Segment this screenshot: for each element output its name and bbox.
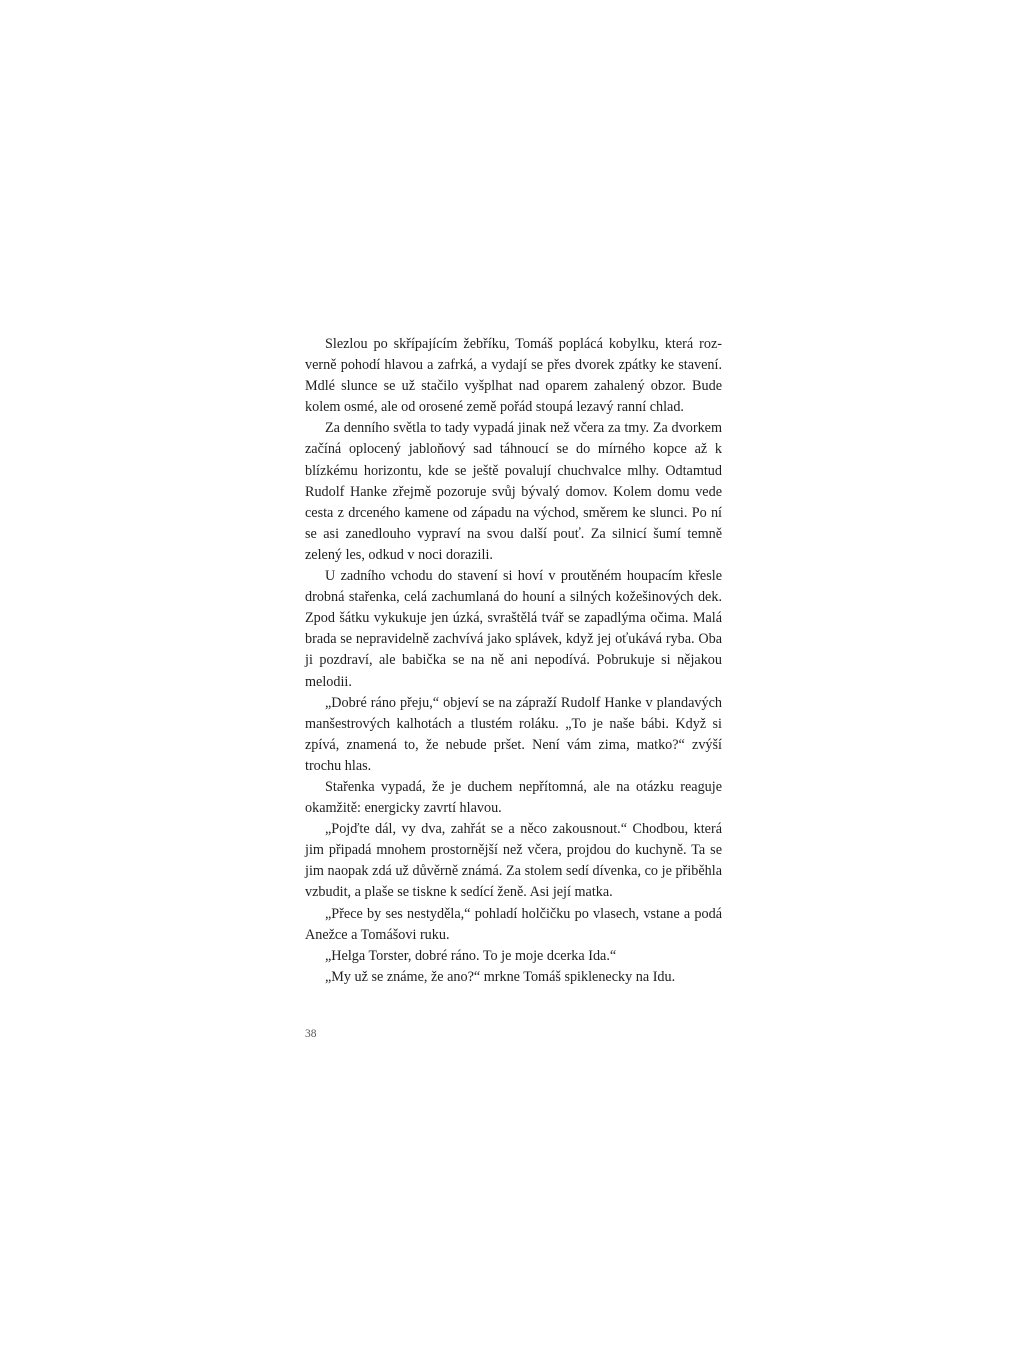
paragraph: „Pojďte dál, vy dva, zahřát se a něco zakousnout.“ Chodbou, která jim připadá mnohem prostornější než včera, projdou do kuchyně. Ta se jim naopak zdá už důvěrně známá. Za stolem sedí dívenka, co je přiběhla vzbudit, a plaše se tiskne k sedící ženě. Asi její matka. (305, 821, 722, 901)
body-text (305, 334, 722, 988)
paragraph: „Přece by ses nestyděla,“ pohladí holčičku po vlasech, vstane a podá Anežce a Tomášovi ruku. (305, 905, 722, 943)
paragraph: Za denního světla to tady vypadá jinak než včera za tmy. Za dvorkem začíná oplocený jabloňový sad táhnoucí se do mírného kopce až k blízkému horizontu, kde se ještě povalují chuchvalce mlhy. Odtamtud Rudolf Hanke zřejmě pozoruje svůj bývalý domov. Kolem domu vede cesta z drceného kamene od západu na východ, směrem ke slunci. Po ní se asi zanedlouho vypraví na svou další pouť. Za silnicí šumí temně zelený les, odkud v noci dorazili. (305, 420, 722, 563)
paragraph: U zadního vchodu do stavení si hoví v proutěném houpacím křesle drobná stařenka, celá zachumlaná do houní a silných kožešinových dek. Zpod šátku vykukuje jen úzká, svraštělá tvář se zapadlýma očima. Malá brada se nepravidelně zachvívá jako splávek, když jej oťukává ryba. Oba ji pozdraví, ale babička se na ně ani nepodívá. Pobrukuje si nějakou melodii. (305, 568, 722, 690)
paragraph: Stařenka vypadá, že je duchem nepřítomná, ale na otázku reaguje okamžitě: energicky zavrtí hlavou. (305, 778, 722, 817)
paragraph: „My už se známe, že ano?“ mrkne Tomáš spiklenecky na Idu. (325, 968, 676, 985)
paragraph: Slezlou po skřípajícím žebříku, Tomáš poplácá kobylku, která rozverně pohodí hlavou a zafrká, a vydají se přes dvorek zpátky ke stavení. Mdlé slunce se už stačilo vyšplhat nad oparem zahalený obzor. Bude kolem osmé, ale od orosené země pořád stoupá lezavý ranní chlad. (305, 336, 722, 416)
paragraph: „Dobré ráno přeju,“ objeví se na zápraží Rudolf Hanke v plandavých manšestrových kalhotách a tlustém roláku. „To je naše bábi. Když si zpívá, znamená to, že nebude pršet. Není vám zima, matko?“ zvýší trochu hlas. (305, 694, 722, 774)
paragraph: „Helga Torster, dobré ráno. To je moje dcerka Ida.“ (325, 947, 617, 964)
page-number: 38 (305, 1028, 317, 1040)
